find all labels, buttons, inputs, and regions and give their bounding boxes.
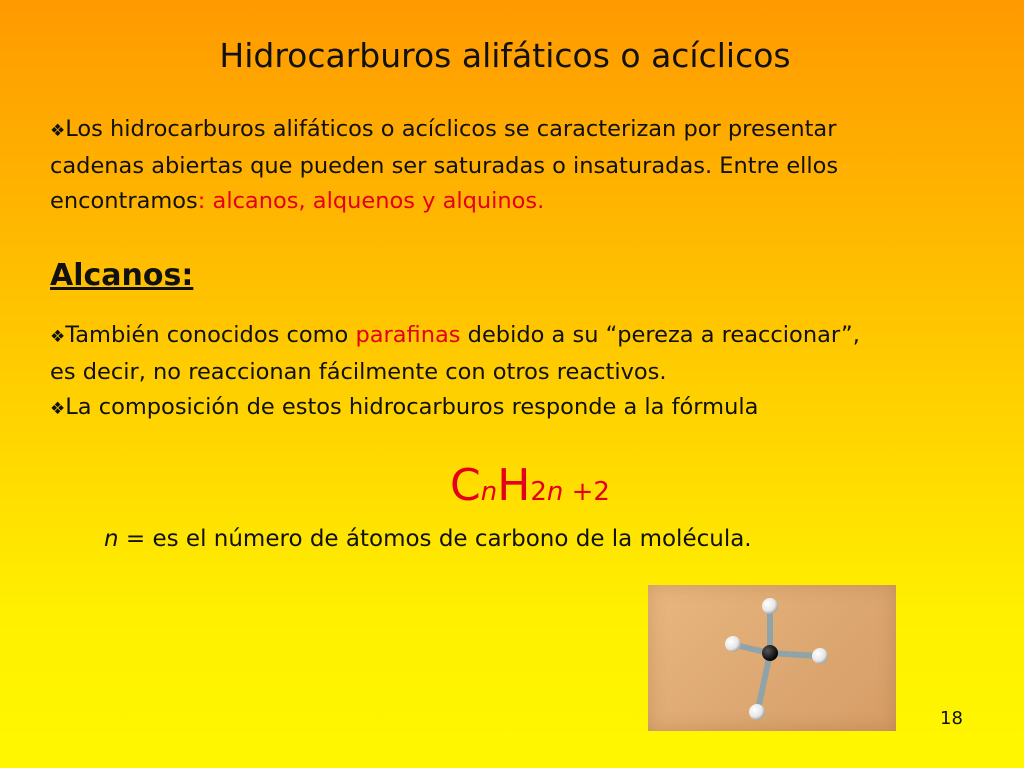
parafinas-highlight: parafinas (355, 322, 461, 348)
formula-h-sub-num: 2 (530, 477, 547, 507)
bullet-two (50, 390, 880, 427)
note-text: es el número de átomos de carbono de la molécula. (145, 526, 752, 552)
formula-note (104, 526, 752, 552)
bullet-one (50, 318, 880, 390)
intro-text: Los hidrocarburos alifáticos o acíclicos se caracterizan por presentar cadenas abiertas que pueden ser saturadas o insaturadas. Entre ellos encontramos (50, 116, 839, 214)
formula-c-sub: n (480, 477, 498, 507)
bullet-one-text-start: También conocidos como (65, 322, 356, 348)
intro-highlight: alcanos, alquenos y alquinos. (205, 188, 545, 214)
intro-colon: : (197, 188, 206, 214)
diamond-bullet-icon: ❖ (50, 399, 66, 419)
bullet-two-text: La composición de estos hidrocarburos responde a la fórmula (65, 394, 759, 420)
methane-model-image (648, 585, 896, 731)
formula-h-sub-var: n (546, 477, 564, 507)
formula-h: H (497, 460, 531, 511)
note-variable: n = (104, 526, 146, 552)
slide-title: Hidrocarburos alifáticos o acíclicos (219, 36, 791, 75)
bullet-one-text-end: debido a su “pereza a reaccionar”, es decir, no reaccionan fácilmente con otros reactivos. (50, 322, 860, 385)
formula-c: C (450, 460, 481, 511)
methane-molecule-icon (648, 585, 896, 731)
section-heading: Alcanos: (50, 258, 194, 293)
alkane-formula (450, 460, 610, 511)
intro-paragraph (50, 112, 880, 219)
diamond-bullet-icon: ❖ (50, 121, 66, 141)
formula-h-sub-plus: +2 (563, 477, 610, 507)
diamond-bullet-icon: ❖ (50, 327, 66, 347)
alkanes-paragraph (50, 318, 880, 427)
page-number: 18 (940, 708, 963, 729)
